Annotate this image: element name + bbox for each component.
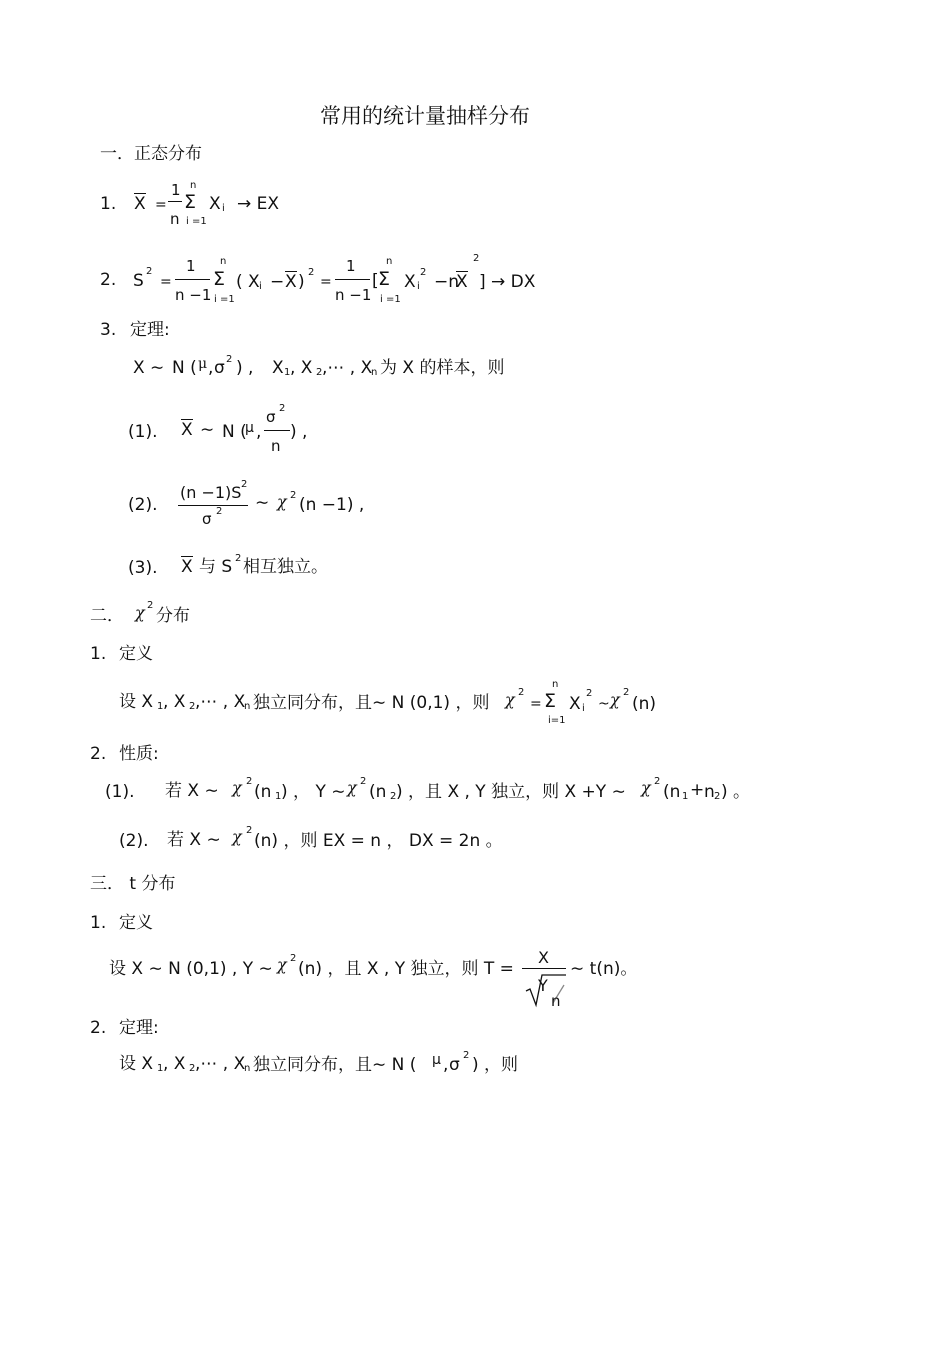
- section3-heading: 三． t 分布: [90, 874, 176, 894]
- section3-thm-number: 2.: [90, 1018, 107, 1038]
- page-title: 常用的统计量抽样分布: [320, 104, 530, 128]
- section2-prop-number: 2.: [90, 744, 107, 764]
- section3-def-label: 定义: [119, 913, 153, 933]
- document-page: 常用的统计量抽样分布 一．正态分布 1. X = 1 n n Σ i =1 X i → EX 2. S 2 = 1 n −1 n Σ i =1 ( X i − X ) 2 = 1 n −1 [ n Σ i =1 X i 2 −n X 2 ] → DX 3. 定理: X ∼ N ( μ , σ 2 ) , X 1 , X 2 ,⋯ , X n 为 X 的样本，则 (1). X ∼ N ( μ , σ 2 n ) , (2). (n −1)S 2 σ 2 ∼ χ 2 (n −1) , (3). X 与 S 2 相互独立。 二． χ 2 分布 1. 定义 设 X 1 , X 2 ,⋯ , X n 独立同分布，且∼ N (0,1) ，则 χ 2 = n Σ i=1 X i 2 ~ χ 2 (n) 2. 性质: (1). 若 X ∼ χ 2 (n 1 ) ， Y ∼ χ 2 (n 2 ) ，且 X , Y 独立，则 X +Y ∼ χ 2 (n 1 + n 2 ) 。 (2). 若 X ∼ χ 2 (n) ，则 EX = n ， DX = 2n 。 三． t 分布 1. 定义 设 X ∼ N (0,1) , Y ∼ χ 2 (n) ，且 X , Y 独立，则 T = X Y n ∼ t(n)。 2. 定理: 设 X 1 , X 2 ,⋯ , X n 独立同分布，且∼ N ( μ , σ 2 ) ，则: [90, 104, 751, 1075]
- section3-thm-label: 定理:: [119, 1018, 159, 1038]
- section2-prop-label: 性质:: [119, 744, 159, 764]
- section2-def-label: 定义: [119, 644, 153, 664]
- theorem-label: 定理:: [130, 320, 170, 340]
- section3-def-number: 1.: [90, 913, 107, 933]
- theorem-number: 3.: [100, 320, 117, 340]
- section1-heading: 一．正态分布: [100, 144, 202, 164]
- section2-def-number: 1.: [90, 644, 107, 664]
